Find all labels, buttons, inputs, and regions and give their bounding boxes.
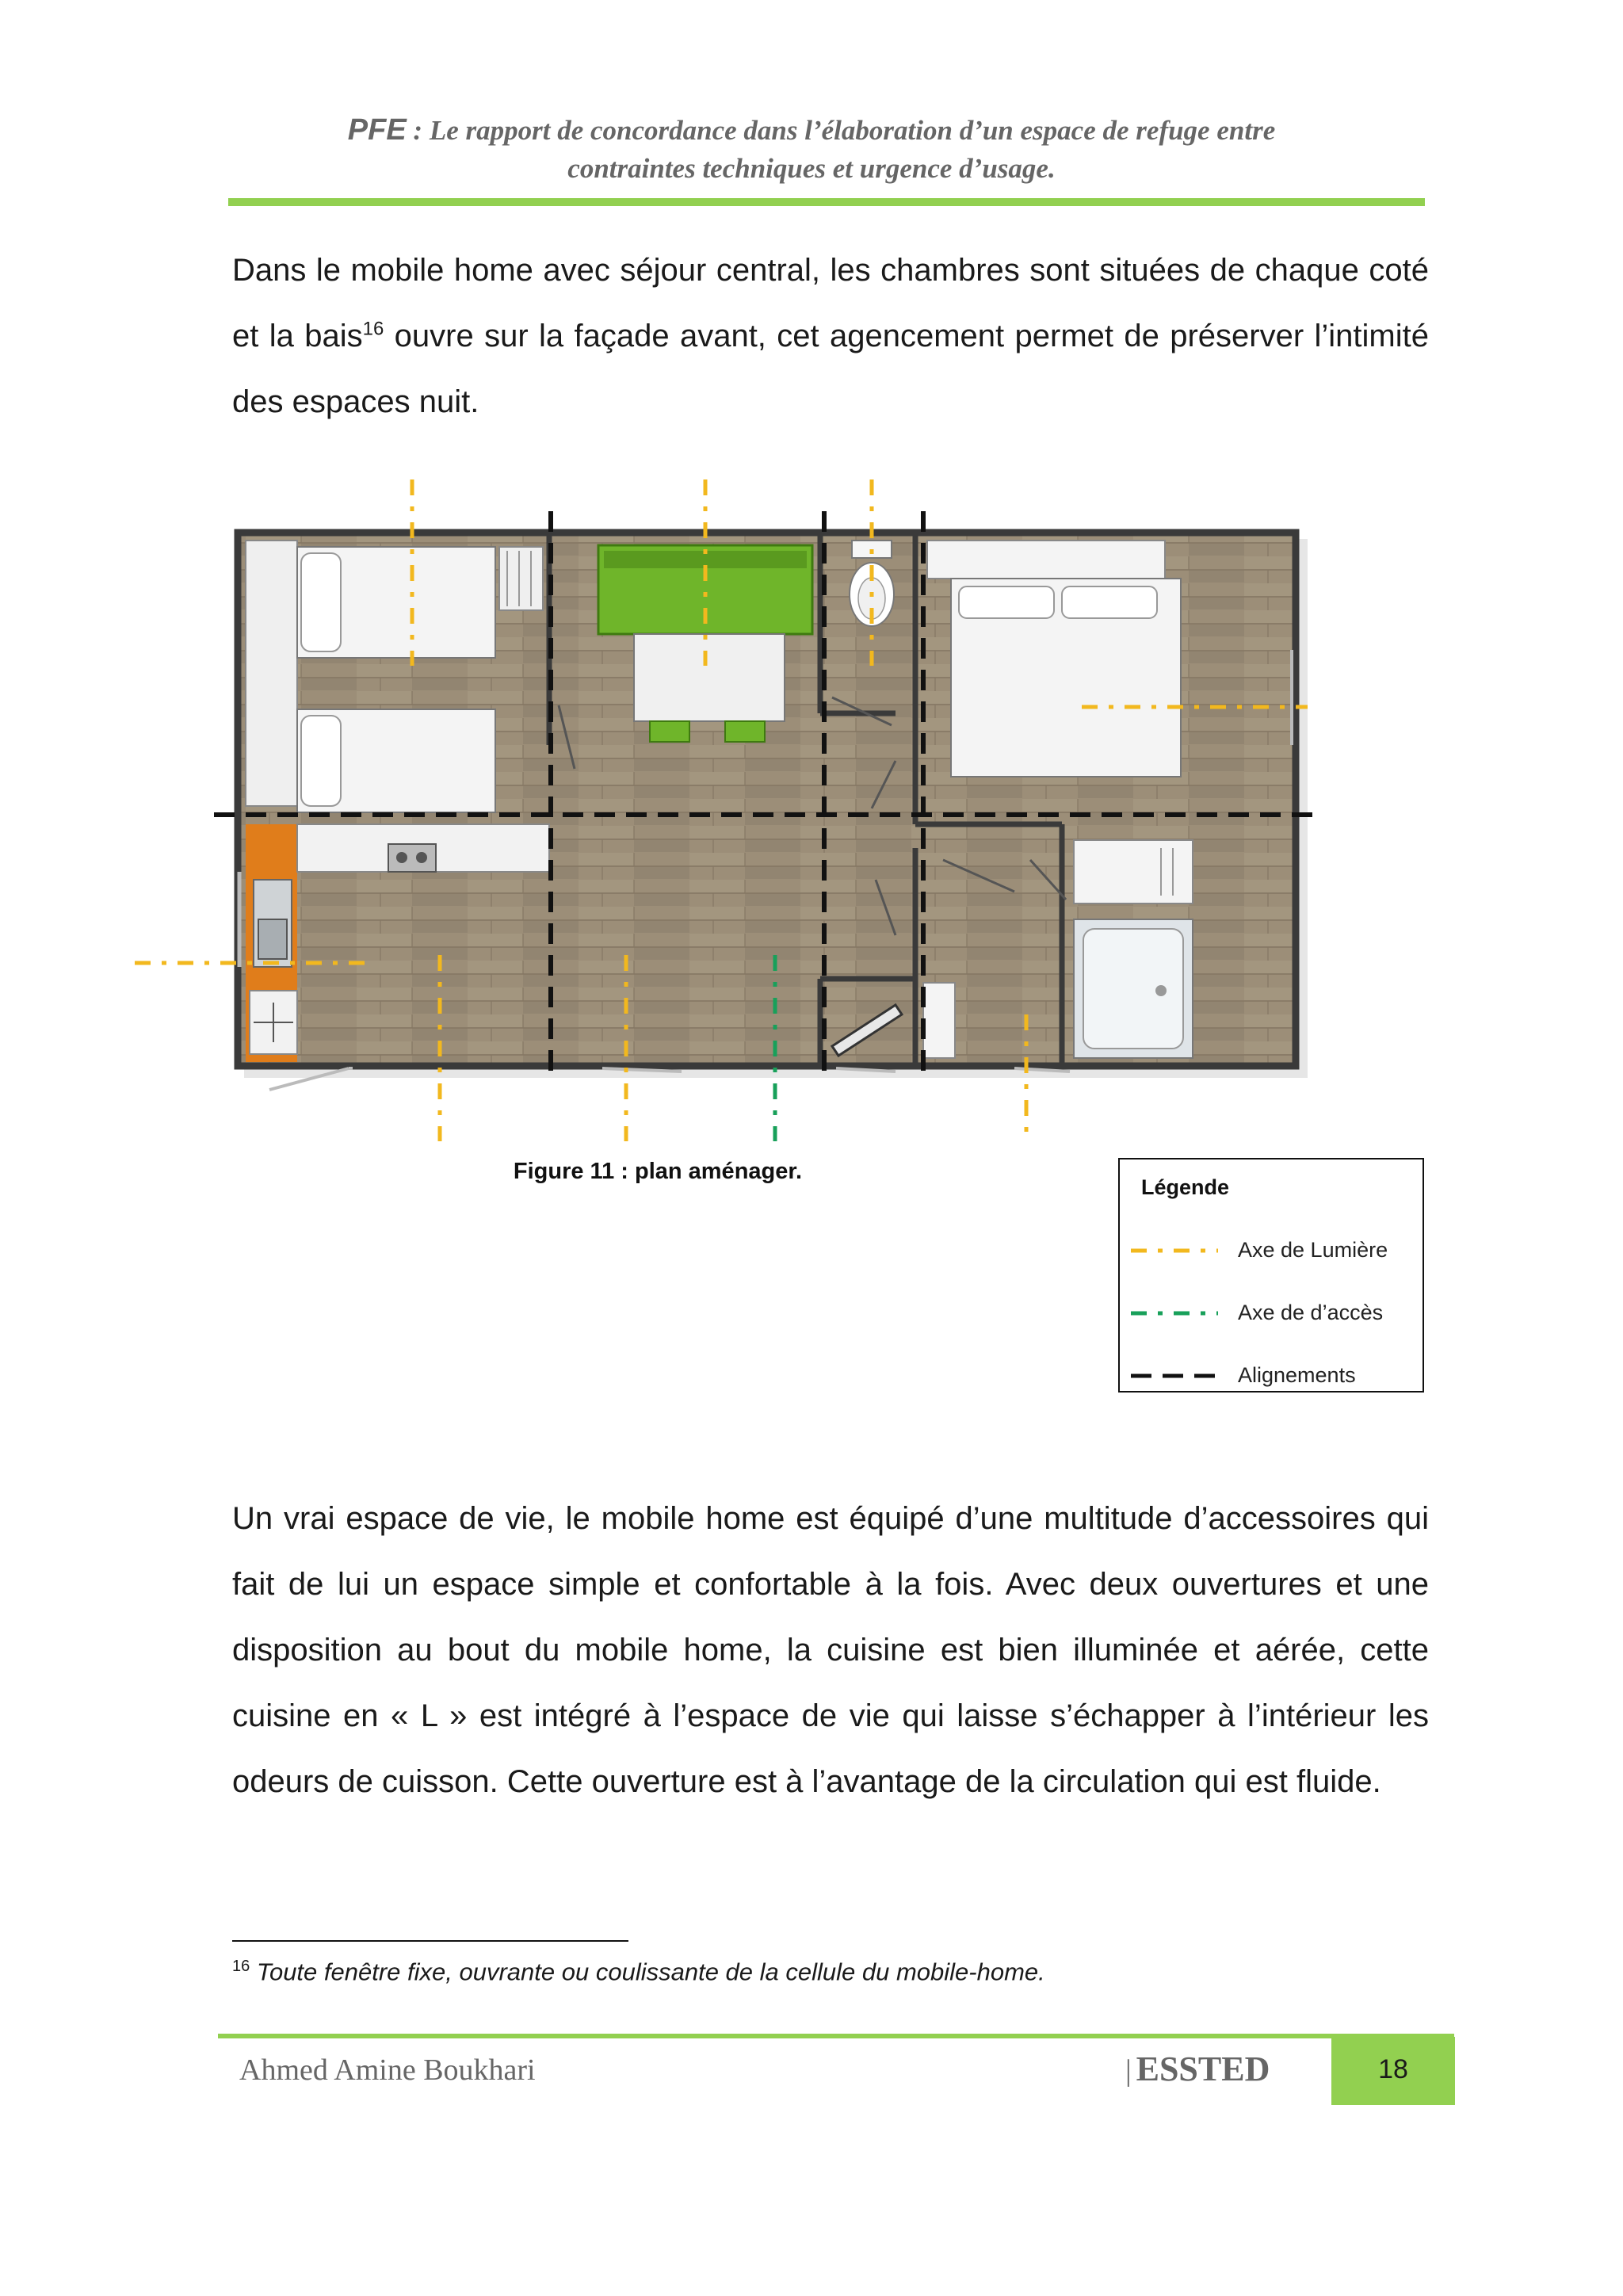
header-pfe: PFE <box>347 113 407 147</box>
footer-rule <box>218 2034 1454 2038</box>
legend-box <box>1118 1158 1424 1392</box>
header-title-1: : Le rapport de concordance dans l’élaboration d’un espace de refuge entre <box>406 115 1276 146</box>
footer-school-name: ESSTED <box>1136 2050 1270 2088</box>
legend-label-alignments: Alignements <box>1238 1363 1356 1387</box>
legend-swatch-access-axis <box>1131 1305 1218 1321</box>
floor-plan-figure <box>135 476 1323 1141</box>
footer-school <box>1125 2049 1270 2089</box>
legend-label-access-axis: Axe de d’accès <box>1238 1301 1384 1324</box>
paragraph-1 <box>232 238 1429 435</box>
header-line-2: contraintes techniques et urgence d’usage. <box>567 153 1056 184</box>
footer-author: Ahmed Amine Boukhari <box>239 2053 536 2087</box>
legend-item-light-axis <box>1131 1236 1416 1268</box>
page-number-box <box>1331 2037 1455 2105</box>
figure-caption: Figure 11 : plan aménager. <box>513 1159 803 1184</box>
footer-separator: | <box>1125 2054 1132 2088</box>
header-rule <box>228 198 1425 206</box>
legend-swatch-light-axis <box>1131 1243 1218 1259</box>
footnote-ref[interactable]: 16 <box>362 318 384 340</box>
legend-item-access-axis <box>1131 1299 1416 1331</box>
header-line-1 <box>0 111 1623 150</box>
running-header <box>0 111 1623 188</box>
legend-item-alignments <box>1131 1362 1416 1385</box>
paragraph-2: Un vrai espace de vie, le mobile home est équipé d’une multitude d’accessoires qui fait de lui un espace simple et confortable à la fois. Avec deux ouvertures et une disposition au bout du mobile home, la cuisine est bien illuminée et aérée, cette cuisine en « L » est intégré à l’espace de vie qui laisse s’échapper à l’intérieur les odeurs de cuisson. Cette ouverture est à l’avantage de la circulation qui est fluide. <box>232 1501 1429 1799</box>
paragraph-1-part-2: ouvre sur la façade avant, cet agencement permet de préserver l’intimité des espaces nuit. <box>232 319 1429 419</box>
footnote-text: Toute fenêtre fixe, ouvrante ou coulissante de la cellule du mobile-home. <box>250 1958 1045 1986</box>
footnote <box>232 1958 1045 1986</box>
legend-label-light-axis: Axe de Lumière <box>1238 1238 1388 1262</box>
legend-swatch-alignments <box>1131 1368 1218 1384</box>
paragraph-1-part-1: Dans le mobile home avec séjour central, les chambres sont situées de chaque coté et la bais <box>232 253 1429 353</box>
footnote-separator <box>232 1940 628 1942</box>
legend-title: Légende <box>1141 1175 1230 1199</box>
page-number: 18 <box>1378 2054 1408 2084</box>
footnote-number: 16 <box>232 1958 250 1975</box>
